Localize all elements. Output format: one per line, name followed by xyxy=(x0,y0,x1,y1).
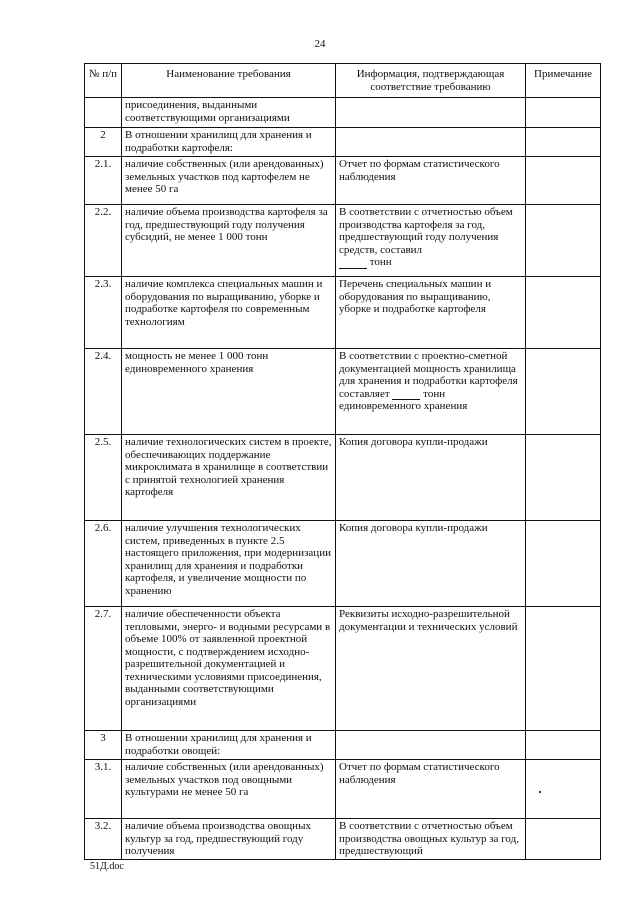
confirmation-info: Отчет по формам статистического наблюдения xyxy=(336,157,526,205)
confirmation-info: Перечень специальных машин и оборудования по выращиванию, уборке и подработке картофеля xyxy=(336,277,526,349)
table-row xyxy=(85,205,601,277)
confirmation-text: В соответствии с проектно-сметной документацией мощность хранилища для хранения и подработки картофеля составляет xyxy=(339,350,518,400)
requirement-name: наличие комплекса специальных машин и оборудования по выращиванию, уборке и подработке картофеля по современным технологиям xyxy=(122,277,336,349)
note-cell xyxy=(526,607,601,731)
table-row xyxy=(85,760,601,819)
table-row xyxy=(85,277,601,349)
row-number: 2.2. xyxy=(85,205,122,277)
confirmation-info xyxy=(336,349,526,435)
file-name-footer: 51Д.doc xyxy=(90,861,124,872)
header-requirement-name: Наименование требования xyxy=(122,64,336,98)
note-cell xyxy=(526,819,601,860)
fill-in-blank xyxy=(392,389,420,400)
requirement-name: присоединения, выданными соответствующими организациями xyxy=(122,98,336,128)
row-number: 3.2. xyxy=(85,819,122,860)
note-cell xyxy=(526,98,601,128)
row-number: 2.4. xyxy=(85,349,122,435)
row-number: 2.5. xyxy=(85,435,122,521)
note-cell xyxy=(526,731,601,760)
confirmation-info xyxy=(336,98,526,128)
requirement-name: мощность не менее 1 000 тонн единовременного хранения xyxy=(122,349,336,435)
fill-in-blank xyxy=(339,258,367,269)
section-row xyxy=(85,128,601,157)
unit-text: тонн единовременного хранения xyxy=(339,387,468,412)
section-number: 3 xyxy=(85,731,122,760)
confirmation-text: В соответствии с отчетностью объем производства картофеля за год, предшествующий году получения средств, составил xyxy=(339,206,513,256)
table-row xyxy=(85,157,601,205)
row-number: 2.7. xyxy=(85,607,122,731)
confirmation-info: Реквизиты исходно-разрешительной документации и технических условий xyxy=(336,607,526,731)
requirement-name: наличие улучшения технологических систем, приведенных в пункте 2.5 настоящего приложения, при модернизации хранилищ для хранения и подработки картофеля, и увеличение мощности по хранению xyxy=(122,521,336,607)
note-cell xyxy=(526,128,601,157)
note-cell xyxy=(526,760,601,819)
header-confirmation-info: Информация, подтверждающая соответствие требованию xyxy=(336,64,526,98)
requirements-table xyxy=(84,63,601,860)
requirement-name: наличие собственных (или арендованных) земельных участков под овощными культурами не менее 50 га xyxy=(122,760,336,819)
requirement-name: наличие технологических систем в проекте, обеспечивающих поддержание микроклимата в хранилище в соответствии с принятой технологией хранения картофеля xyxy=(122,435,336,521)
note-cell xyxy=(526,435,601,521)
header-note: Примечание xyxy=(526,64,601,98)
requirement-name: наличие обеспеченности объекта тепловыми, энерго- и водными ресурсами в объеме 100% от заявленной проектной мощности, с подтверждением исходно-разрешительной документацией и техническими условиями присоединения, выданными соответствующими организациями xyxy=(122,607,336,731)
table-header-row xyxy=(85,64,601,98)
section-row xyxy=(85,731,601,760)
page-number: 24 xyxy=(314,38,326,50)
confirmation-info: Отчет по формам статистического наблюдения xyxy=(336,760,526,819)
requirement-name: наличие собственных (или арендованных) земельных участков под картофелем не менее 50 га xyxy=(122,157,336,205)
confirmation-info: Копия договора купли-продажи xyxy=(336,435,526,521)
confirmation-info: В соответствии с отчетностью объем производства овощных культур за год, предшествующий xyxy=(336,819,526,860)
confirmation-info: Копия договора купли-продажи xyxy=(336,521,526,607)
header-number: № п/п xyxy=(85,64,122,98)
table-row xyxy=(85,435,601,521)
confirmation-info xyxy=(336,205,526,277)
note-cell xyxy=(526,157,601,205)
section-number: 2 xyxy=(85,128,122,157)
confirmation-info xyxy=(336,128,526,157)
row-number: 2.3. xyxy=(85,277,122,349)
section-title: В отношении хранилищ для хранения и подработки картофеля: xyxy=(122,128,336,157)
table-row xyxy=(85,349,601,435)
row-number: 3.1. xyxy=(85,760,122,819)
note-cell xyxy=(526,349,601,435)
pen-mark xyxy=(539,791,541,793)
note-cell xyxy=(526,277,601,349)
row-number xyxy=(85,98,122,128)
table-row xyxy=(85,819,601,860)
requirement-name: наличие объема производства овощных культур за год, предшествующий году получения xyxy=(122,819,336,860)
requirement-name: наличие объема производства картофеля за год, предшествующий году получения субсидий, не менее 1 000 тонн xyxy=(122,205,336,277)
table-row xyxy=(85,521,601,607)
row-number: 2.1. xyxy=(85,157,122,205)
note-cell xyxy=(526,521,601,607)
row-number: 2.6. xyxy=(85,521,122,607)
section-title: В отношении хранилищ для хранения и подработки овощей: xyxy=(122,731,336,760)
confirmation-info xyxy=(336,731,526,760)
unit-text: тонн xyxy=(369,256,392,268)
table-row xyxy=(85,607,601,731)
note-cell xyxy=(526,205,601,277)
table-row xyxy=(85,98,601,128)
